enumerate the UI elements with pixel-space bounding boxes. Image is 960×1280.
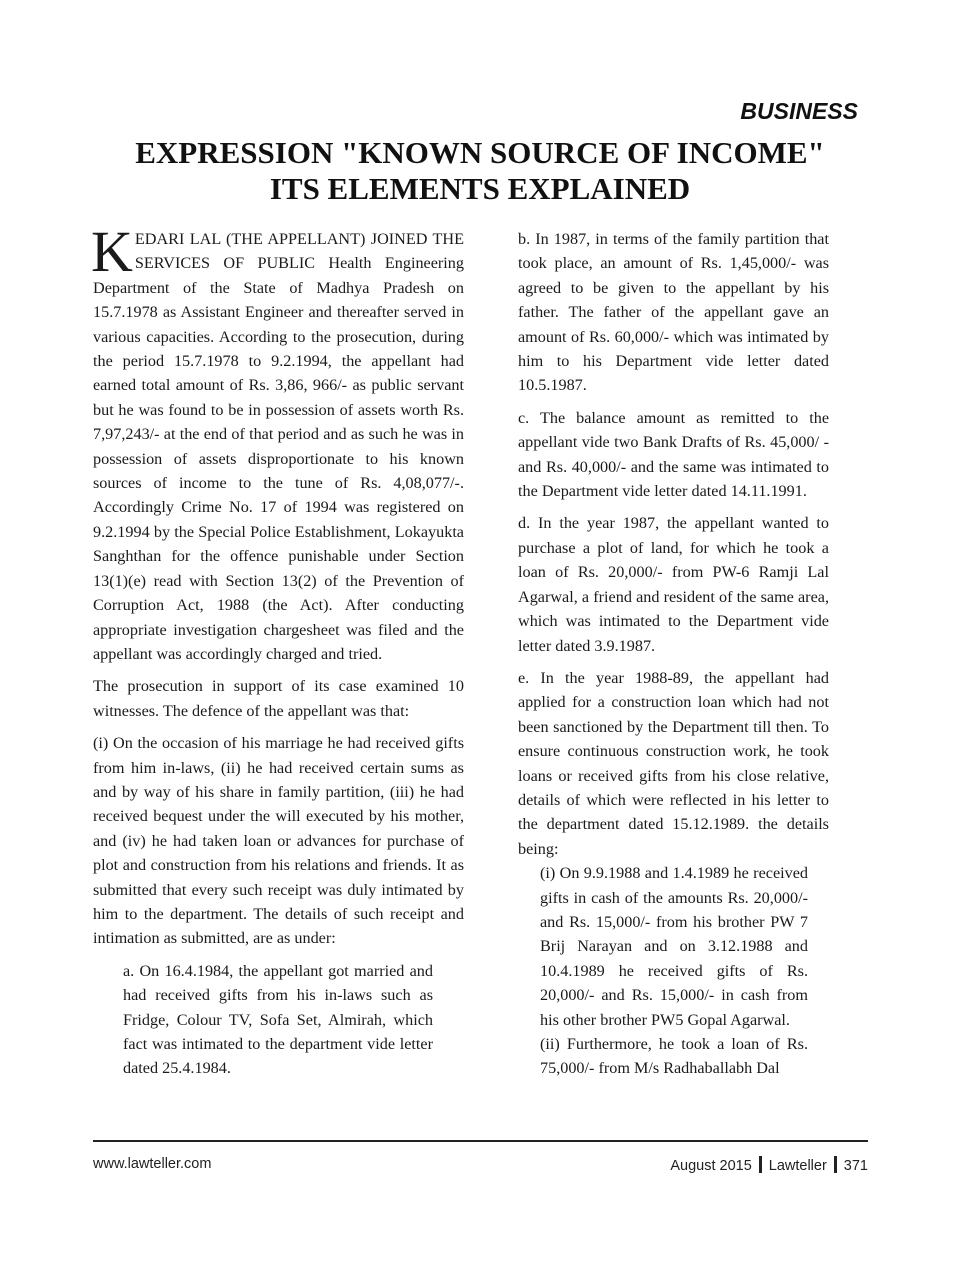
section-label: BUSINESS (740, 98, 858, 124)
left-column (91, 219, 464, 1089)
footer-publication: Lawteller (768, 1158, 827, 1174)
separator (759, 1156, 762, 1173)
paragraph: (i) On the occasion of his marriage he had received gifts from him in-laws, (ii) he had received certain sums as and by way of his share in family partition, (iii) he had received bequest under the will executed by his mother, and (iv) he had taken loan or advances for purchase of plot and construction from his relations and friends. It as submitted that every such receipt was duly intimated by him to the department. The details of such receipt and intimation as submitted, are as under: (93, 734, 464, 948)
footer-date: August 2015 (670, 1158, 752, 1174)
list-item-e: e. In the year 1988-89, the appellant had applied for a construction loan which had not been sanctioned by the Department till then. To ensure continuous construction work, he took loans or received gifts from his close relative, details of which were reflected in his letter to the department dated 15.12.1989. the details being: (518, 668, 829, 858)
intro-paragraph (91, 219, 464, 666)
list-item-c: c. The balance amount as remitted to the appellant vide two Bank Drafts of Rs. 45,000/ - and Rs. 40,000/- and the same was intimated to the Department vide letter dated 14.11.1991. (518, 408, 829, 501)
footer-divider (93, 1140, 868, 1142)
footer-website: www.lawteller.com (93, 1156, 212, 1172)
list-item-a: a. On 16.4.1984, the appellant got married and had received gifts from his in-laws such as Fridge, Colour TV, Sofa Set, Almirah, which fact was intimated to the department vide letter dated 25.4.1984. (123, 961, 433, 1078)
right-column (518, 227, 829, 1089)
intro-text: EDARI LAL (THE APPELLANT) JOINED THE SERVICES OF PUBLIC Health Engineering Department of the State of Madhya Pradesh on 15.7.1978 as Assistant Engineer and thereafter served in various capacities. According to the prosecution, during the period 15.7.1978 to 9.2.1994, the appellant had earned total amount of Rs. 3,86, 966/- as public servant but he was found to be in possession of assets worth Rs. 7,97,243/- at the end of that period and as such he was in possession of assets disproportionate to his known sources of income to the tune of Rs. 4,08,077/-. Accordingly Crime No. 17 of 1994 was registered on 9.2.1994 by the Special Police Establishment, Lokayukta Sanghthan for the offence punishable under Section 13(1)(e) read with Section 13(2) of the Prevention of Corruption Act, 1988 (the Act). After conducting appropriate investigation chargesheet was filed and the appellant was accordingly charged and tried. (93, 230, 464, 663)
sub-item-i: (i) On 9.9.1988 and 1.4.1989 he received gifts in cash of the amounts Rs. 20,000/- and Rs. 15,000/- from his brother PW 7 Brij Narayan and on 3.12.1988 and 10.4.1989 he received gifts of Rs. 20,000/- and Rs. 15,000/- in cash from his other brother PW5 Gopal Agarwal. (540, 864, 808, 1029)
page-number: 371 (843, 1158, 868, 1174)
drop-cap: K (91, 219, 133, 284)
list-item-b: b. In 1987, in terms of the family partition that took place, an amount of Rs. 1,45,000/- was agreed to be given to the appellant by his father. The father of the appellant gave an amount of Rs. 60,000/- which was intimated by him to his Department vide letter dated 10.5.1987. (518, 230, 829, 395)
list-item-d: d. In the year 1987, the appellant wanted to purchase a plot of land, for which he took a loan of Rs. 20,000/- from PW-6 Ramji Lal Agarwal, a friend and resident of the same area, which was intimated to the Department vide letter dated 3.9.1987. (518, 514, 829, 655)
paragraph: The prosecution in support of its case examined 10 witnesses. The defence of the appellant was that: (93, 677, 464, 720)
article-title (80, 135, 880, 207)
title-line-2: ITS ELEMENTS EXPLAINED (269, 171, 691, 206)
footer-info (670, 1156, 868, 1174)
separator (834, 1156, 837, 1173)
sub-item-ii: (ii) Furthermore, he took a loan of Rs. 75,000/- from M/s Radhaballabh Dal (540, 1035, 808, 1078)
title-line-1: EXPRESSION "KNOWN SOURCE OF INCOME" (135, 135, 825, 170)
